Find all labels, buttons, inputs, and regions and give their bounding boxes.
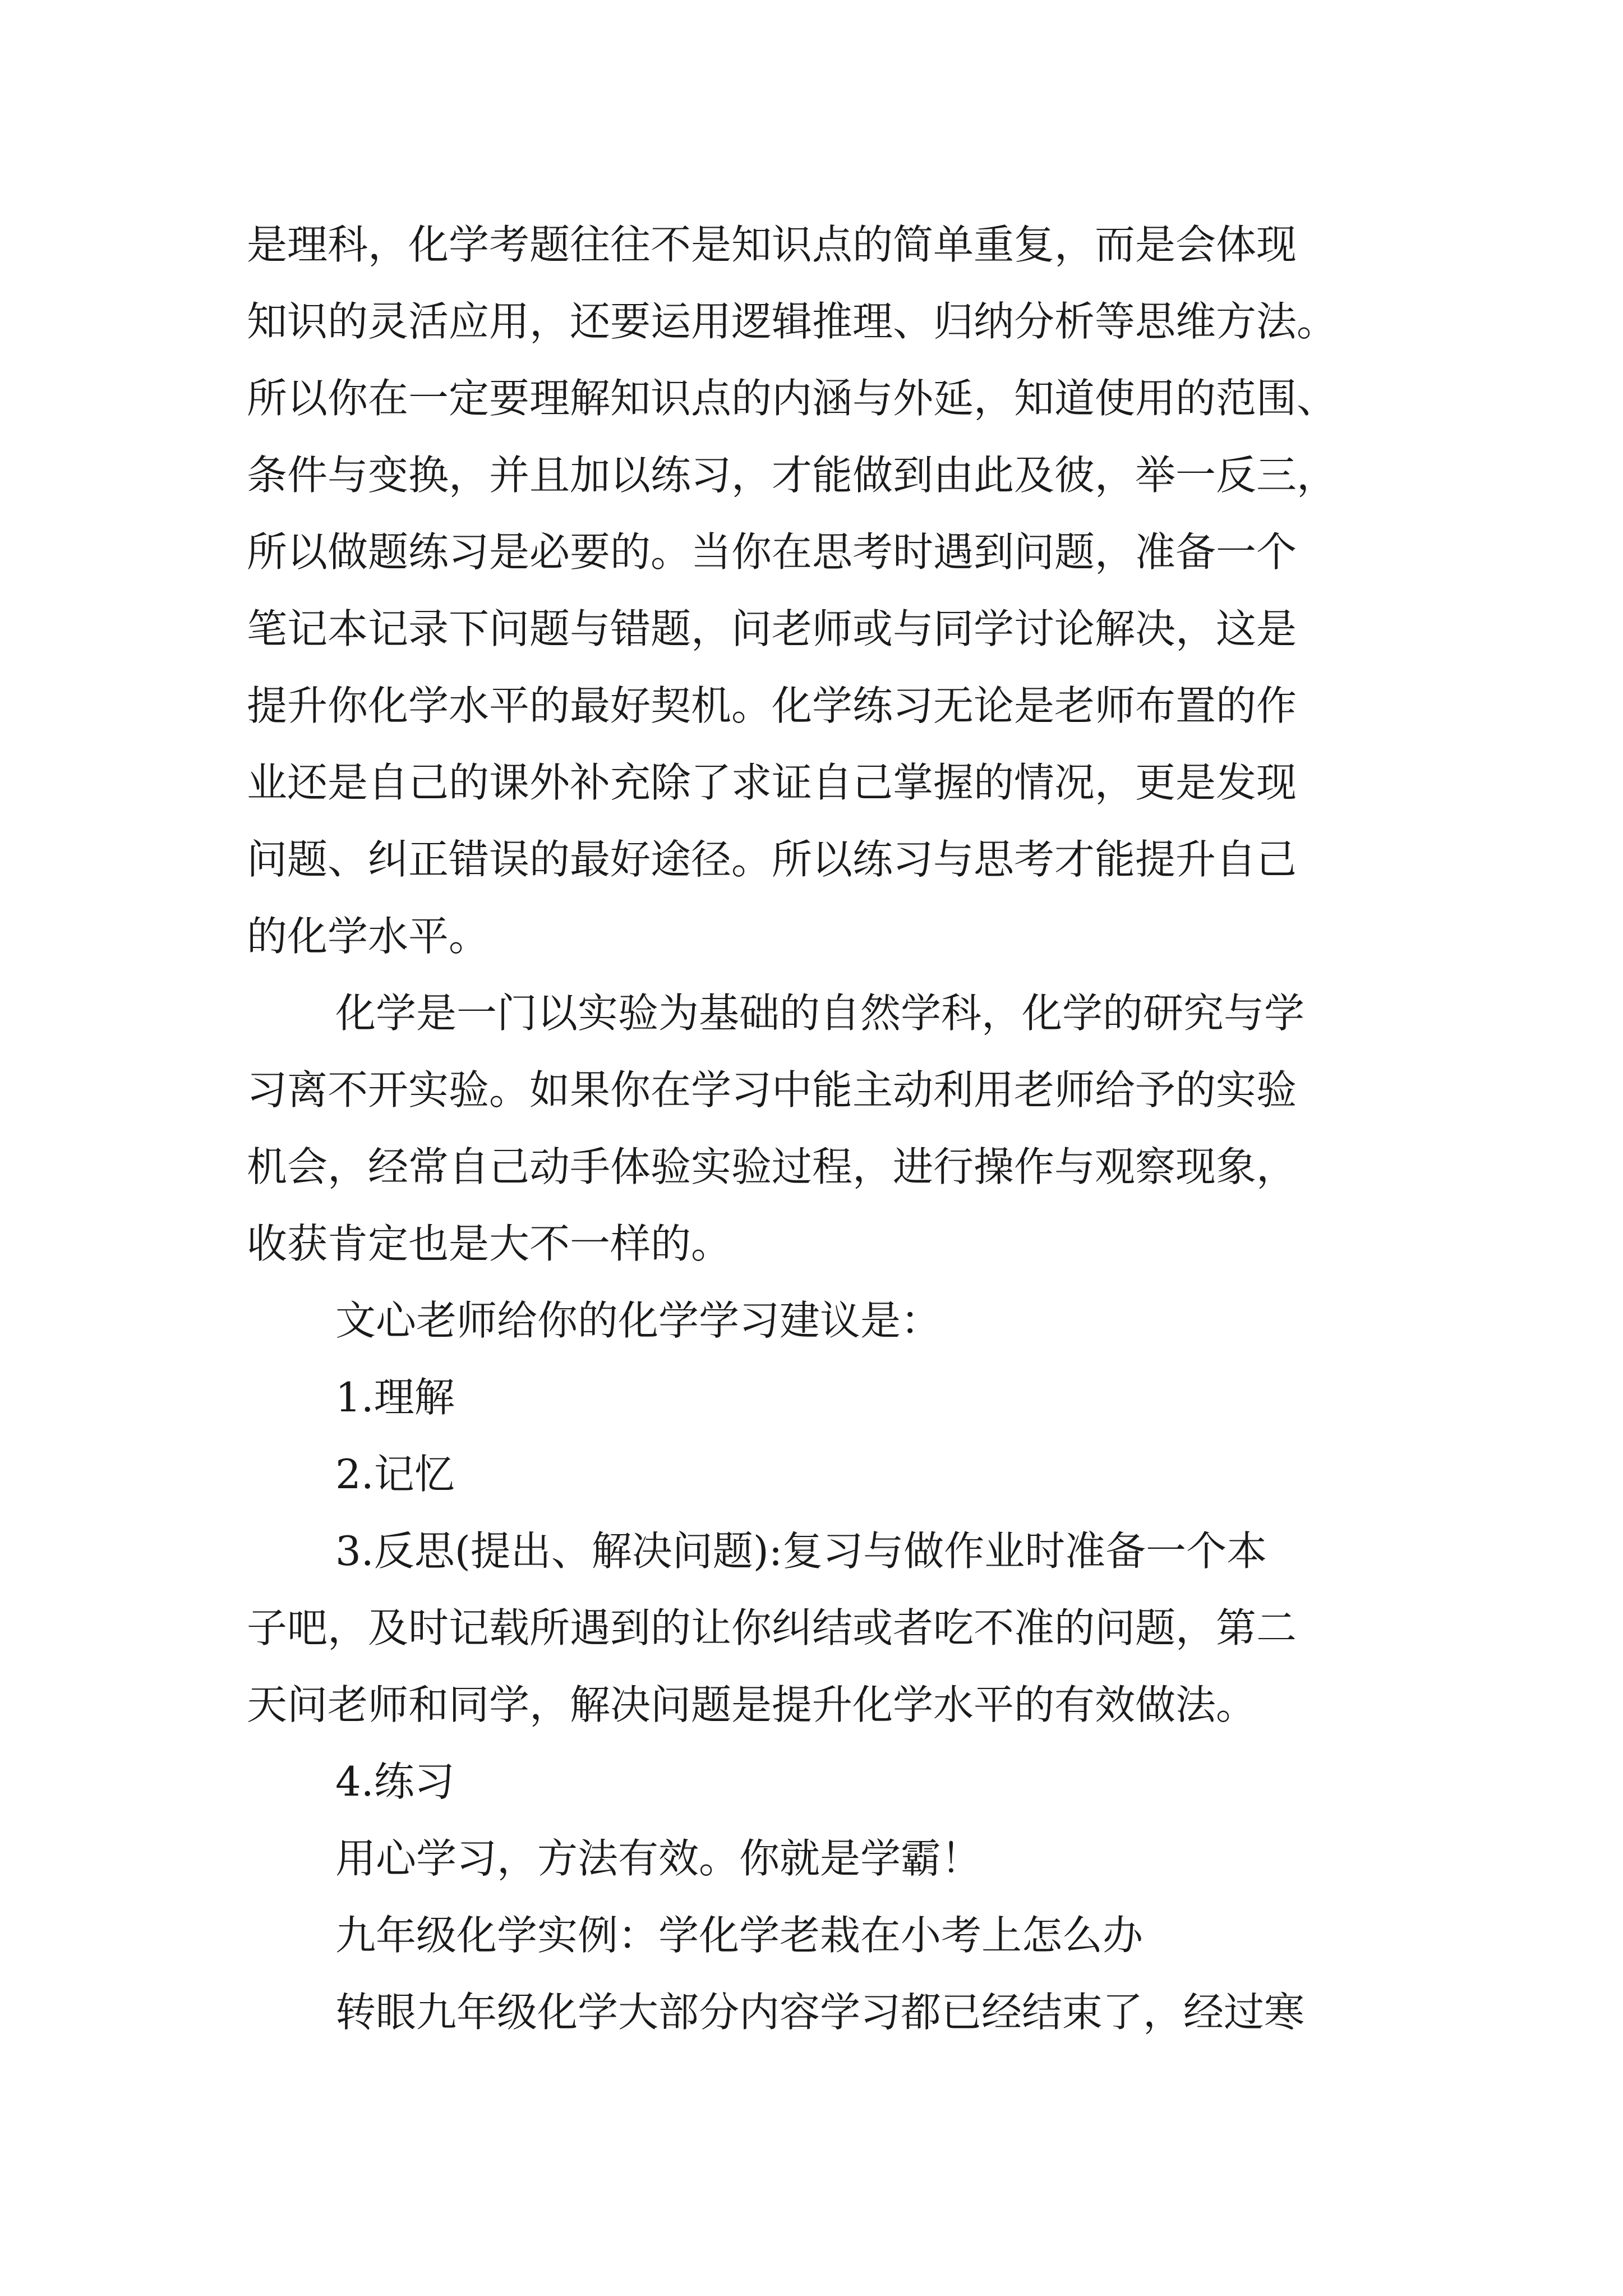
text-line: 天问老师和同学，解决问题是提升化学水平的有效做法。 <box>247 1681 1257 1728</box>
text-line: 3.反思(提出、解决问题):复习与做作业时准备一个本 <box>335 1527 1267 1575</box>
text-line: 机会，经常自己动手体验实验过程，进行操作与观察现象， <box>247 1143 1297 1190</box>
paragraph-2 <box>247 975 1424 1282</box>
text-line: 转眼九年级化学大部分内容学习都已经结束了，经过寒 <box>335 1989 1305 2036</box>
text-line: 是理科，化学考题往往不是知识点的简单重复，而是会体现 <box>247 221 1297 268</box>
text-line: 笔记本记录下问题与错题，问老师或与同学讨论解决，这是 <box>247 605 1297 652</box>
advice-intro: 文心老师给你的化学学习建议是： <box>335 1297 942 1344</box>
closing-line: 用心学习，方法有效。你就是学霸！ <box>335 1835 982 1882</box>
text-line: 所以你在一定要理解知识点的内涵与外延，知道使用的范围、 <box>247 375 1338 422</box>
text-line: 所以做题练习是必要的。当你在思考时遇到问题，准备一个 <box>247 528 1297 576</box>
text-line: 条件与变换，并且加以练习，才能做到由此及彼，举一反三， <box>247 452 1338 499</box>
text-line: 知识的灵活应用，还要运用逻辑推理、归纳分析等思维方法。 <box>247 298 1338 345</box>
advice-item-2: 2.记忆 <box>335 1451 455 1498</box>
text-line: 化学是一门以实验为基础的自然学科，化学的研究与学 <box>335 990 1305 1037</box>
text-line: 子吧，及时记载所遇到的让你纠结或者吃不准的问题，第二 <box>247 1604 1297 1651</box>
advice-item-1: 1.理解 <box>335 1374 455 1421</box>
advice-item-4: 4.练习 <box>335 1758 455 1805</box>
text-line: 问题、纠正错误的最好途径。所以练习与思考才能提升自己 <box>247 836 1297 883</box>
text-line: 收获肯定也是大不一样的。 <box>247 1220 732 1267</box>
advice-item-3 <box>247 1513 1424 1743</box>
text-line: 的化学水平。 <box>247 913 490 960</box>
paragraph-1 <box>247 206 1424 975</box>
section-title: 九年级化学实例：学化学老栽在小考上怎么办 <box>335 1912 1144 1959</box>
text-line: 提升你化学水平的最好契机。化学练习无论是老师布置的作 <box>247 682 1297 729</box>
text-line: 习离不开实验。如果你在学习中能主动利用老师给予的实验 <box>247 1066 1297 1114</box>
document-body <box>247 206 1424 2051</box>
text-line: 业还是自己的课外补充除了求证自己掌握的情况，更是发现 <box>247 759 1297 806</box>
